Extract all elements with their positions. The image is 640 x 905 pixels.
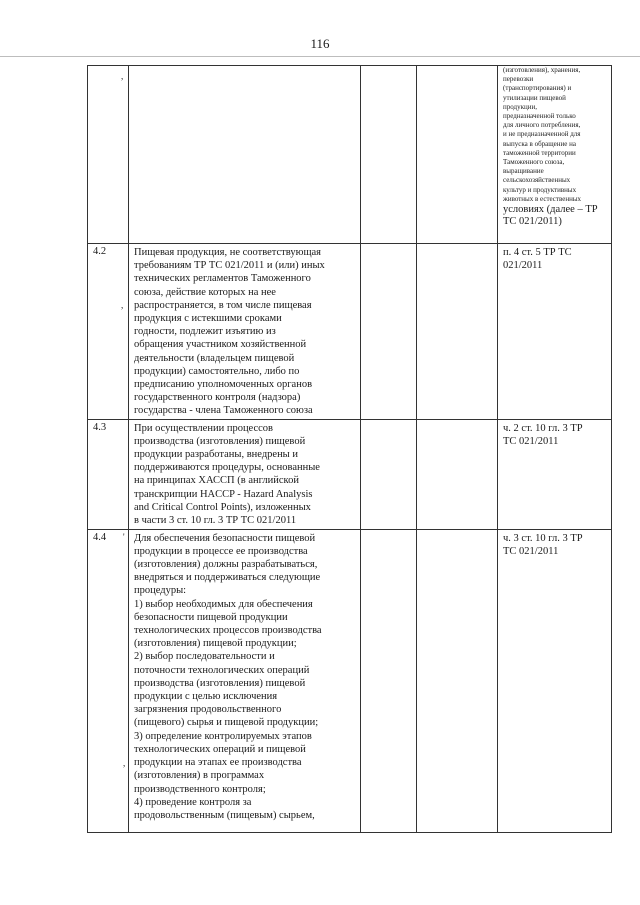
requirement-line: годности, подлежит изъятию из bbox=[134, 326, 276, 338]
blank-cell-b bbox=[417, 244, 498, 420]
reference-line: и не предназначенной для bbox=[503, 130, 581, 139]
scan-mark: , bbox=[121, 71, 124, 81]
page-number: 116 bbox=[310, 36, 330, 51]
requirement-line: (изготовления) пищевой продукции; bbox=[134, 638, 297, 650]
blank-cell-a bbox=[361, 419, 417, 529]
requirement-line: продовольственным (пищевым) сырьем, bbox=[134, 809, 315, 821]
requirement-line: транскрипции HACCP - Hazard Analysis bbox=[134, 488, 313, 500]
table-row bbox=[88, 419, 612, 529]
requirement-line: продукция с истекшими сроками bbox=[134, 313, 282, 325]
table-row bbox=[88, 529, 612, 832]
reference-line: ч. 2 ст. 10 гл. 3 ТР bbox=[503, 422, 583, 434]
reference-cell bbox=[498, 419, 612, 529]
reference-line: Таможенного союза, bbox=[503, 158, 565, 167]
row-number: 4.3 bbox=[88, 419, 129, 529]
reference-line: выращивание bbox=[503, 167, 544, 176]
requirement-line: на принципах ХАССП (в английской bbox=[134, 475, 299, 487]
reference-line: предназначенной только bbox=[503, 112, 576, 121]
requirement-line: государственного контроля (надзора) bbox=[134, 392, 301, 404]
requirement-line: производственного контроля; bbox=[134, 783, 266, 795]
requirement-text bbox=[129, 419, 361, 529]
reference-line: условиях (далее – ТР bbox=[503, 204, 598, 216]
requirements-table bbox=[87, 65, 612, 833]
reference-line: п. 4 ст. 5 ТР ТС bbox=[503, 247, 572, 258]
requirement-line: 1) выбор необходимых для обеспечения bbox=[134, 598, 313, 610]
reference-line: сельскохозяйственных bbox=[503, 176, 571, 185]
requirement-line: процедуры: bbox=[134, 585, 187, 597]
reference-line: перевозки bbox=[503, 75, 534, 84]
reference-line: ТС 021/2011) bbox=[503, 216, 562, 228]
requirement-line: распространяется, в том числе пищевая bbox=[134, 299, 312, 311]
reference-line: культур и продуктивных bbox=[503, 185, 577, 194]
blank-cell-a bbox=[361, 66, 417, 244]
requirement-line: производства (изготовления) пищевой bbox=[134, 677, 306, 689]
requirement-line: 3) определение контролируемых этапов bbox=[134, 730, 312, 742]
blank-cell-b bbox=[417, 66, 498, 244]
blank-cell-a bbox=[361, 244, 417, 420]
requirement-line: продукции разработаны, внедрены и bbox=[134, 449, 298, 461]
row-number: 4.2 bbox=[88, 244, 129, 420]
requirement-line: 2) выбор последовательности и bbox=[134, 651, 275, 663]
requirement-line: 4) проведение контроля за bbox=[134, 796, 252, 808]
reference-line: ТС 021/2011 bbox=[503, 435, 559, 447]
requirement-line: (изготовления) в программах bbox=[134, 770, 265, 782]
requirement-line: в части 3 ст. 10 гл. 3 ТР ТС 021/2011 bbox=[134, 515, 297, 527]
requirement-line: Пищевая продукция, не соответствующая bbox=[134, 247, 322, 258]
requirement-line: загрязнения продовольственного bbox=[134, 704, 282, 716]
reference-line: (изготовления), хранения, bbox=[503, 66, 581, 74]
requirement-line: обращения участником хозяйственной bbox=[134, 339, 307, 351]
reference-line: животных в естественных bbox=[503, 194, 582, 203]
requirement-line: поточности технологических операций bbox=[134, 664, 310, 676]
reference-line: для личного потребления, bbox=[503, 121, 581, 130]
requirement-line: технических регламентов Таможенного bbox=[134, 273, 311, 285]
reference-line: ТС 021/2011 bbox=[503, 545, 559, 557]
requirement-line: предписанию уполномоченных органов bbox=[134, 379, 313, 391]
requirement-line: требованиям ТР ТС 021/2011 и (или) иных bbox=[134, 260, 325, 272]
requirement-line: продукции в процессе ее производства bbox=[134, 545, 308, 557]
reference-cell bbox=[498, 66, 612, 244]
scan-mark: , bbox=[123, 758, 126, 768]
requirement-line: and Critical Control Points), изложенных bbox=[134, 501, 311, 513]
reference-line: продукции, bbox=[503, 102, 537, 111]
blank-cell-a bbox=[361, 529, 417, 832]
reference-line: (транспортирования) и bbox=[503, 84, 572, 93]
scan-mark: ' bbox=[123, 532, 125, 542]
row-number bbox=[88, 66, 129, 244]
requirement-line: безопасности пищевой продукции bbox=[134, 611, 288, 623]
requirement-text bbox=[129, 244, 361, 420]
requirement-line: технологических операций и пищевой bbox=[134, 743, 306, 755]
requirement-line: Для обеспечения безопасности пищевой bbox=[134, 532, 316, 544]
reference-line: утилизации пищевой bbox=[503, 93, 566, 102]
table-row bbox=[88, 244, 612, 420]
reference-line: ч. 3 ст. 10 гл. 3 ТР bbox=[503, 532, 583, 544]
blank-cell-b bbox=[417, 419, 498, 529]
header-rule bbox=[0, 56, 640, 57]
scan-mark: , bbox=[121, 300, 124, 310]
reference-line: таможенной территории bbox=[503, 148, 576, 157]
requirement-line: продукции на этапах ее производства bbox=[134, 757, 302, 769]
requirement-line: При осуществлении процессов bbox=[134, 422, 274, 434]
requirement-line: деятельности (владельцем пищевой bbox=[134, 352, 295, 364]
requirement-line: продукции) самостоятельно, либо по bbox=[134, 365, 300, 377]
reference-cell bbox=[498, 529, 612, 832]
requirement-line: продукции с целью исключения bbox=[134, 691, 278, 703]
requirement-line: производства (изготовления) пищевой bbox=[134, 435, 306, 447]
requirement-text bbox=[129, 66, 361, 244]
requirement-line: государства - члена Таможенного союза bbox=[134, 405, 313, 417]
requirement-line: внедряться и поддерживаться следующие bbox=[134, 572, 321, 584]
row-number: 4.4 bbox=[88, 529, 129, 832]
blank-cell-b bbox=[417, 529, 498, 832]
requirement-line: союза, действие которых на нее bbox=[134, 286, 276, 298]
reference-line: 021/2011 bbox=[503, 260, 543, 272]
requirement-line: (пищевого) сырья и пищевой продукции; bbox=[134, 717, 319, 729]
requirement-text bbox=[129, 529, 361, 832]
requirement-line: поддерживаются процедуры, основанные bbox=[134, 462, 320, 474]
reference-line: выпуска в обращение на bbox=[503, 139, 576, 148]
requirement-line: технологических процессов производства bbox=[134, 625, 322, 637]
reference-cell bbox=[498, 244, 612, 420]
requirement-line: (изготовления) должны разрабатываться, bbox=[134, 559, 318, 571]
table-row bbox=[88, 66, 612, 244]
